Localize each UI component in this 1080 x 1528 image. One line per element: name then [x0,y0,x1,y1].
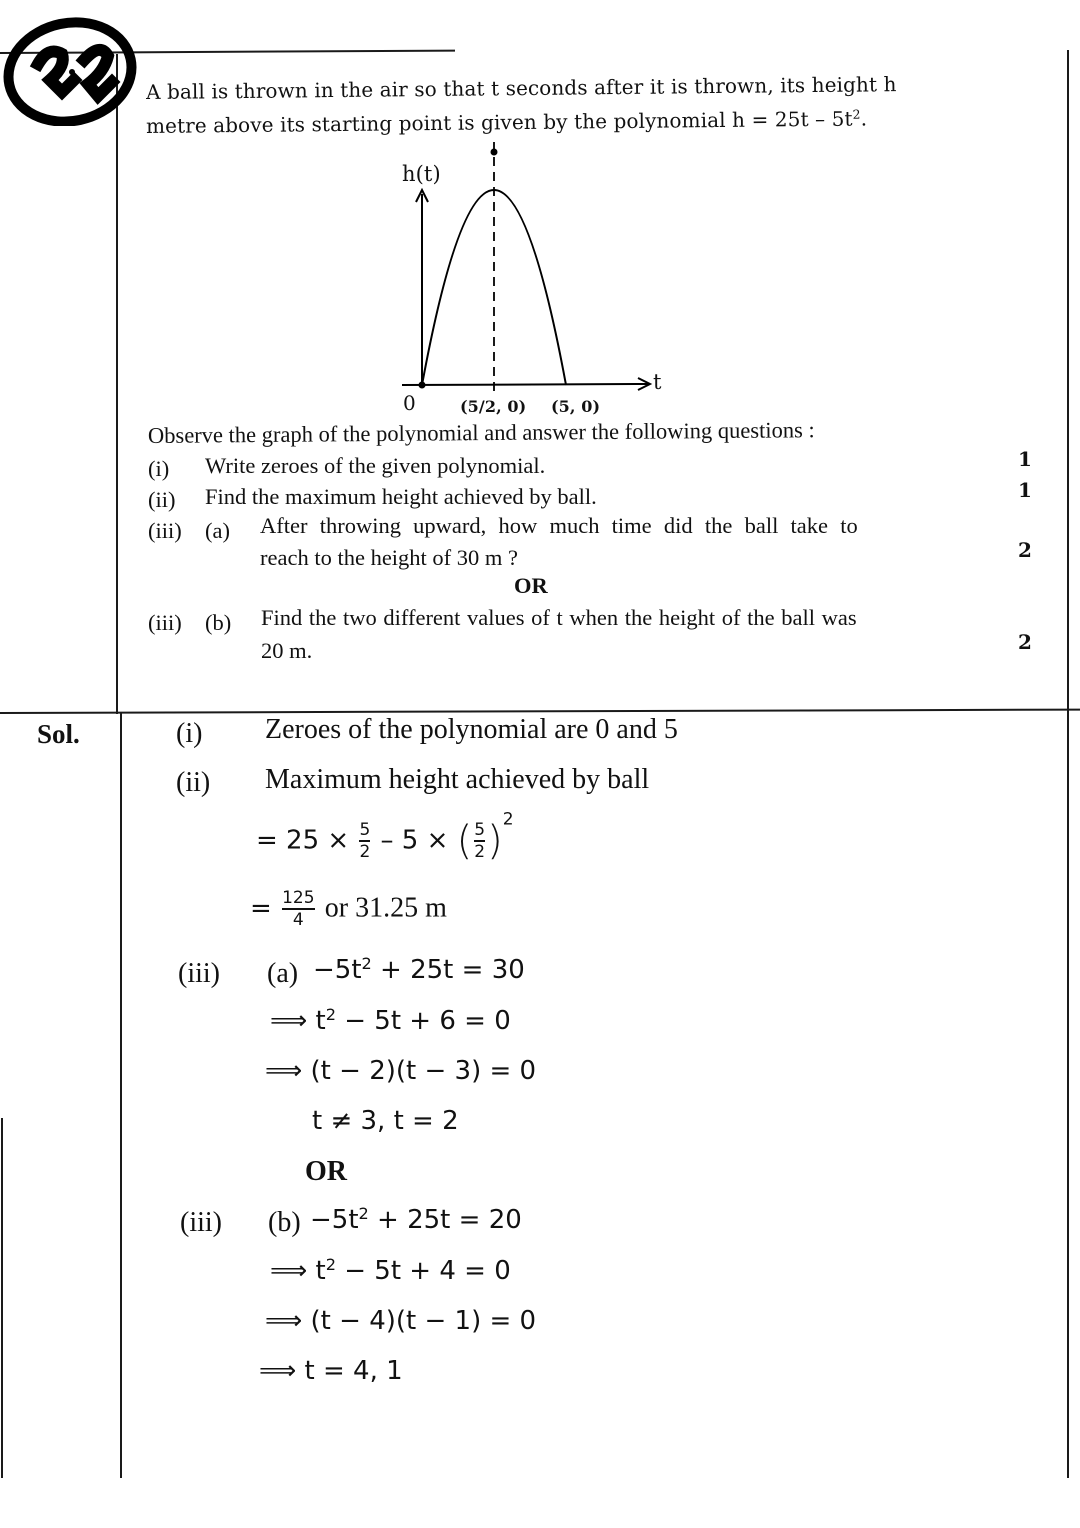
graph-y-label: h(t) [402,162,441,186]
part-ii-marks: 1 [1018,478,1032,502]
sol-i-number: (i) [176,718,203,749]
solution-column-divider [120,712,122,1478]
sol-i-text: Zeroes of the polynomial are 0 and 5 [265,714,678,745]
sol-iii-b-line3: ⟹ (t − 4)(t − 1) = 0 [265,1306,537,1336]
graph-root-label: (5, 0) [551,397,601,416]
sol-iii-a-line1: $-5t^2 + 25t = 30$ [313,954,525,985]
graph-origin-label: 0 [403,391,416,415]
part-iii-a-text: After throwing upward, how much time did the ball take to [260,513,858,538]
question-column-divider [116,54,118,714]
sol-ii-number: (ii) [176,767,211,798]
part-iii-b-sub: (b) [205,610,232,635]
origin-point [419,382,426,389]
part-iii-b-text: Find the two different values of t when the height of the ball was [261,605,857,630]
sol-iii-b-line2: ⟹ $t^2 - 5t + 4 = 0$ [270,1255,511,1286]
sol-iii-a-line2: ⟹ $t^2 - 5t + 6 = 0$ [270,1005,511,1036]
sol-iii-b-line4: ⟹ t = 4, 1 [259,1356,403,1386]
sol-iii-a-line4: t ≠ 3, t = 2 [312,1106,459,1136]
question-intro-line1: A ball is thrown in the air so that t seconds after it is thrown, its height h [145,72,897,104]
question-number-stamp [0,14,145,126]
x-axis [402,384,650,385]
part-ii-number: (ii) [148,487,176,512]
sol-iii-b-line1: $-5t^2 + 25t = 20$ [310,1204,522,1235]
part-iii-a-text2: reach to the height of 30 m ? [260,545,519,570]
part-i-marks: 1 [1018,447,1032,471]
graph-vertex-label: (5/2, 0) [460,397,527,416]
part-ii-text: Find the maximum height achieved by ball. [205,484,597,509]
sol-ii-text: Maximum height achieved by ball [265,764,650,795]
part-i-number: (i) [148,456,170,481]
part-iii-b-marks: 2 [1018,630,1032,654]
part-i-text: Write zeroes of the given polynomial. [205,453,546,478]
sol-ii-equation-2: = $\frac{125}{4}$ or 31.25 m [250,888,447,930]
left-border [1,1118,3,1478]
part-iii-b-number: (iii) [148,610,182,635]
part-iii-a-marks: 2 [1018,538,1032,562]
sol-iii-a-number: (iii) [178,958,220,989]
part-iii-b-text2: 20 m. [261,638,313,663]
right-border [1067,50,1069,1478]
part-iii-a-number: (iii) [148,518,182,543]
solution-label: Sol. [37,719,80,749]
question-or-label: OR [514,573,548,598]
question-instruction: Observe the graph of the polynomial and answer the following questions : [147,417,815,448]
sol-iii-b-sub: (b) [268,1207,301,1238]
graph-x-label: t [653,370,662,394]
vertex-point [491,149,498,156]
sol-iii-a-sub: (a) [267,958,299,989]
part-iii-a-sub: (a) [205,518,230,543]
sol-ii-equation-1: = 25 × $\frac{5}{2}$ – 5 × ( $\frac{5}{2}$ )$^2$ [256,809,514,864]
sol-iii-a-line3: ⟹ (t − 2)(t − 3) = 0 [265,1056,537,1086]
solution-or-label: OR [305,1156,347,1187]
question-intro-line2: metre above its starting point is given by the polynomial $h = 25t - 5t^2$. [145,106,868,138]
sol-iii-b-number: (iii) [180,1207,222,1238]
